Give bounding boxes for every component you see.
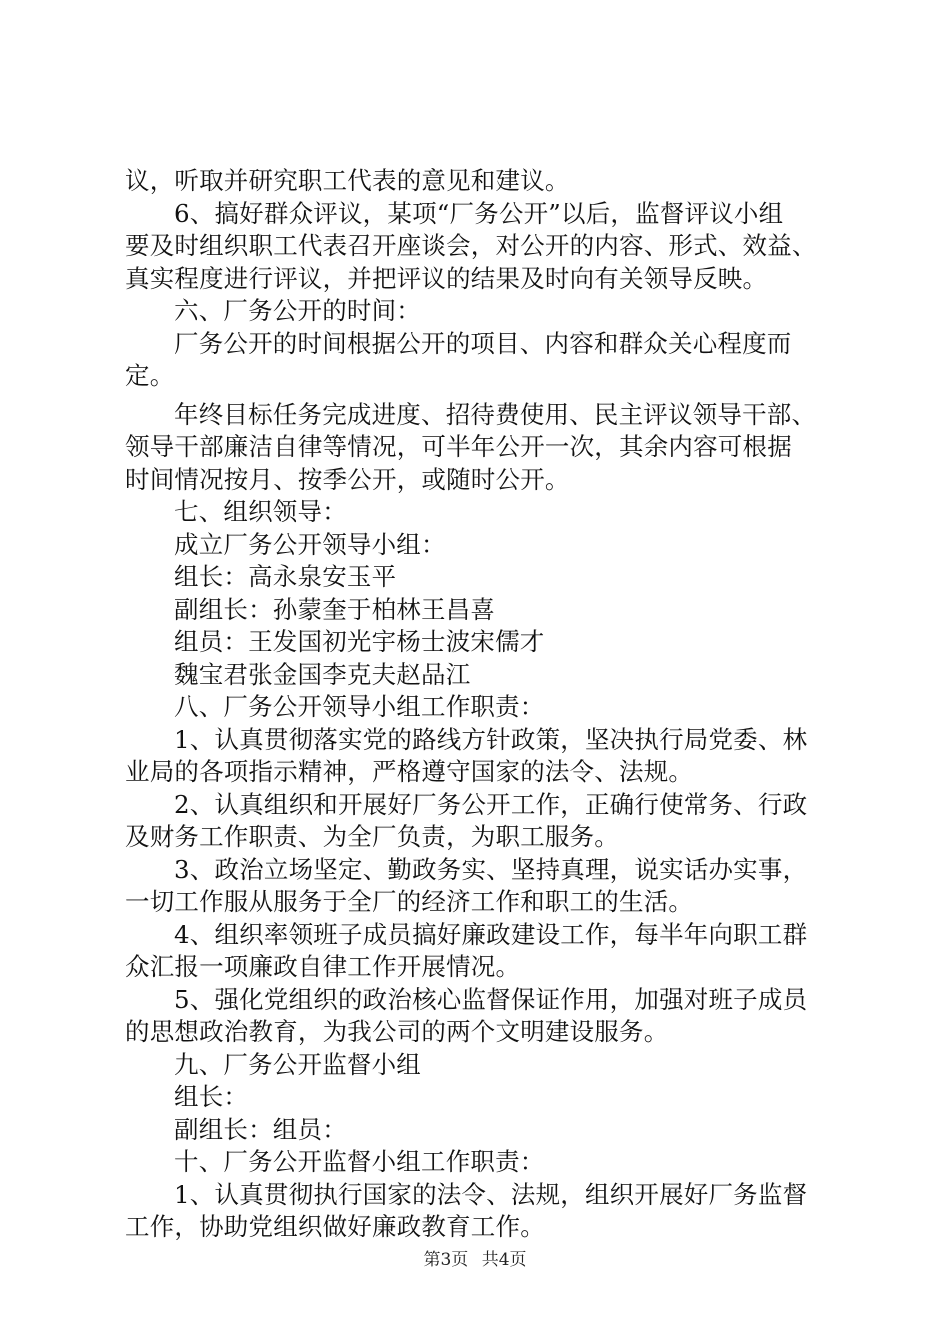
text-line: 真实程度进行评议，并把评议的结果及时向有关领导反映。 [125, 263, 768, 293]
text-line: 5、强化党组织的政治核心监督保证作用，加强对班子成员 [174, 984, 808, 1014]
text-line: 业局的各项指示精神，严格遵守国家的法令、法规。 [125, 757, 694, 786]
text-line: 3、政治立场坚定、勤政务实、坚持真理，说实话办实事， [174, 854, 808, 884]
document-body [125, 165, 831, 1244]
page-footer [0, 1245, 950, 1270]
text-line: 副组长：组员： [174, 1114, 347, 1144]
text-line: 八、厂务公开领导小组工作职责： [174, 692, 545, 721]
text-line: 十、厂务公开监督小组工作职责： [174, 1147, 545, 1176]
text-line: 组长： [174, 1082, 249, 1111]
text-line: 要及时组织职工代表召开座谈会，对公开的内容、形式、效益、 [125, 231, 817, 260]
text-line: 1、认真贯彻落实党的路线方针政策，坚决执行局党委、林 [174, 724, 808, 754]
text-line: 六、厂务公开的时间： [174, 296, 421, 325]
text-line: 九、厂务公开监督小组 [174, 1049, 421, 1079]
text-line: 成立厂务公开领导小组： [174, 529, 446, 559]
text-line: 2、认真组织和开展好厂务公开工作，正确行使常务、行政 [174, 789, 808, 819]
page-total: 共4页 [481, 1250, 527, 1270]
text-line: 定。 [125, 361, 175, 390]
text-line: 的思想政治教育，为我公司的两个文明建设服务。 [125, 1017, 669, 1046]
text-line: 七、组织领导： [174, 497, 347, 526]
text-line: 魏宝君张金国李克夫赵品江 [174, 659, 471, 689]
text-line: 众汇报一项廉政自律工作开展情况。 [125, 952, 521, 981]
text-line: 及财务工作职责、为全厂负责，为职工服务。 [125, 822, 619, 851]
page-number: 第3页 [423, 1250, 469, 1270]
text-line: 年终目标任务完成进度、招待费使用、民主评议领导干部、 [174, 399, 817, 429]
text-line: 时间情况按月、按季公开，或随时公开。 [125, 464, 570, 494]
text-line: 工作，协助党组织做好廉政教育工作。 [125, 1212, 545, 1241]
text-line: 副组长：孙蒙奎于柏林王昌喜 [174, 594, 496, 624]
text-line: 领导干部廉洁自律等情况，可半年公开一次，其余内容可根据 [125, 432, 792, 461]
text-line: 一切工作服从服务于全厂的经济工作和职工的生活。 [125, 887, 694, 916]
text-line: 厂务公开的时间根据公开的项目、内容和群众关心程度而 [174, 328, 792, 358]
text-line: 议，听取并研究职工代表的意见和建议。 [125, 166, 570, 195]
text-line: 1、认真贯彻执行国家的法令、法规，组织开展好厂务监督 [174, 1179, 808, 1209]
text-line: 4、组织率领班子成员搞好廉政建设工作，每半年向职工群 [174, 919, 808, 949]
text-line: 组长：高永泉安玉平 [174, 562, 397, 591]
text-line: 6、搞好群众评议，某项“厂务公开”以后，监督评议小组 [174, 198, 784, 228]
text-line: 组员：王发国初光宇杨士波宋儒才 [174, 627, 545, 656]
